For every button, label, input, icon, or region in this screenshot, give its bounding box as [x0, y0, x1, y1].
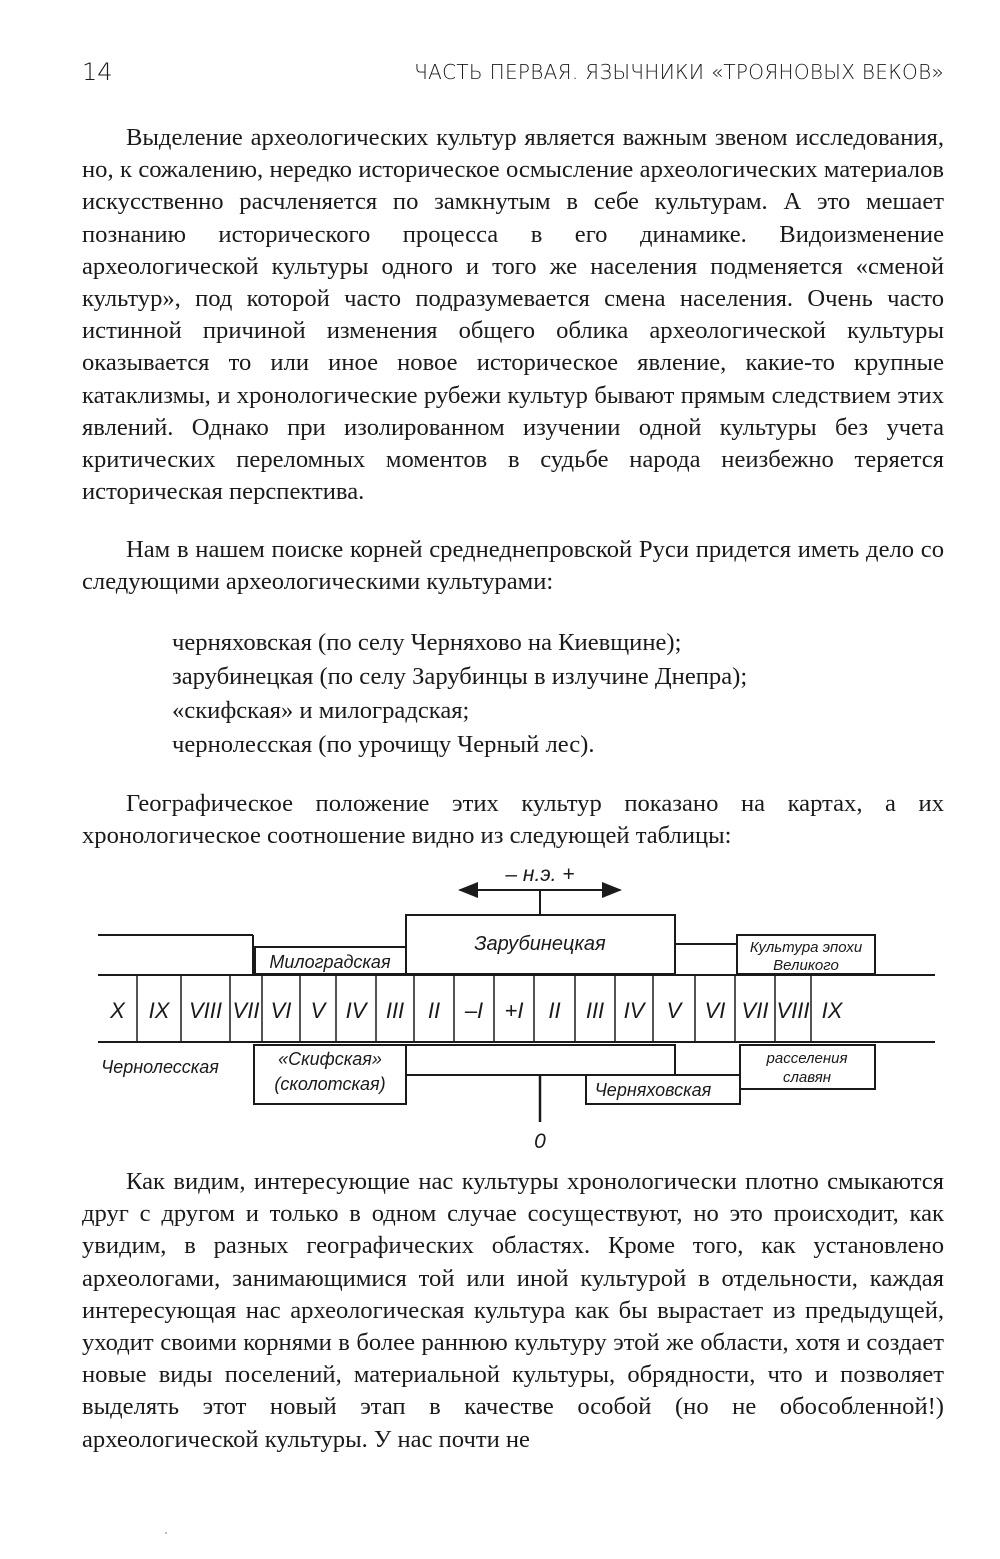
scythian-label-1: «Скифская» [278, 1049, 382, 1069]
paragraph-4: Как видим, интересующие нас культуры хронологически плотно смыкаются друг с другом и только в одном случае сосуществуют, но это происходит, как увидим, в разных географических областях. Кроме того, как установлено археологами, занимающимися той или иной культурой в отдельности, каждая интересующая нас археологическая культура как бы вырастает из предыдущей, уходит своими корнями в более раннюю культуру этой же области, хотя и создает новые виды поселений, материальной культуры, обрядности, что и позволяет выделять этот новый этап в качестве особой (но не обособленной!) археологической культуры. У нас почти не [82, 1168, 944, 1453]
list-item: «скифская» и милоградская; [172, 697, 470, 724]
slavic-culture-label-1: Культура эпохи [749, 939, 863, 956]
century-label: VII [232, 998, 260, 1023]
century-label: II [427, 998, 441, 1023]
century-label: +I [504, 998, 524, 1023]
century-label: VII [741, 998, 769, 1023]
slavic-culture-label-2: Великого [773, 957, 839, 974]
list-item: черняховская (по селу Черняхово на Киевщине); [172, 629, 682, 656]
scythian-label-2: (сколотская) [274, 1074, 386, 1094]
century-label: III [385, 998, 405, 1023]
century-label: V [310, 998, 326, 1023]
century-label: VIII [776, 998, 810, 1023]
century-label: IV [345, 998, 367, 1023]
chronology-diagram [80, 860, 940, 1160]
zarubinets-lower-box [406, 1045, 675, 1075]
century-label: IV [623, 998, 645, 1023]
settlement-label-2: славян [782, 1069, 832, 1086]
century-label: IX [148, 998, 170, 1023]
chernoles-label: Чернолесская [101, 1057, 219, 1077]
culture-list [172, 626, 747, 762]
century-label: VI [270, 998, 292, 1023]
scan-speck [165, 1532, 167, 1534]
zarubinets-label: Зарубинецкая [474, 933, 606, 955]
chernyakhov-label: Черняховская [594, 1080, 712, 1100]
running-title: ЧАСТЬ ПЕРВАЯ. ЯЗЫЧНИКИ «ТРОЯНОВЫХ ВЕКОВ» [414, 60, 944, 84]
century-label: II [548, 998, 561, 1023]
century-label: IX [821, 998, 843, 1023]
century-label: V [666, 998, 682, 1023]
milograd-label: Милоградская [269, 952, 391, 972]
list-item: чернолесская (по урочищу Черный лес). [172, 731, 595, 758]
century-label: VI [704, 998, 726, 1023]
paragraph-1: Выделение археологических культур является важным звеном исследования, но, к сожалению, нередко историческое осмысление археологических материалов искусственно расчленяется по замкнутым в себе культурам. А это мешает познанию исторического процесса в его динамике. Видоизменение археологической культуры одного и того же населения подменяется «сменой культур», под которой часто подразумевается смена населения. Очень часто истинной причиной изменения общего облика археологической культуры оказывается то или иное новое историческое явление, какие-то крупные катаклизмы, и хронологические рубежи культур бывают прямым следствием этих явлений. Однако при изолированном изучении одной культуры без учета критических переломных моментов в судьбе народа неизбежно теряется историческая перспектива. [82, 124, 944, 506]
settlement-label-1: расселения [766, 1050, 848, 1067]
page-header [82, 58, 944, 92]
century-label: III [585, 998, 605, 1023]
century-label: VIII [188, 998, 223, 1023]
paragraph-2: Нам в нашем поиске корней среднеднепровской Руси придется иметь дело со следующими археологическими культурами: [82, 536, 944, 596]
paragraph-3: Географическое положение этих культур показано на картах, а их хронологическое соотношение видно из следующей таблицы: [82, 790, 944, 850]
century-label: –I [464, 998, 484, 1023]
page-number: 14 [82, 58, 113, 86]
list-item: зарубинецкая (по селу Зарубинцы в излучине Днепра); [172, 663, 748, 690]
century-label: X [110, 998, 125, 1023]
zero-label: 0 [534, 1130, 546, 1153]
era-label: – н.э. + [505, 863, 575, 886]
